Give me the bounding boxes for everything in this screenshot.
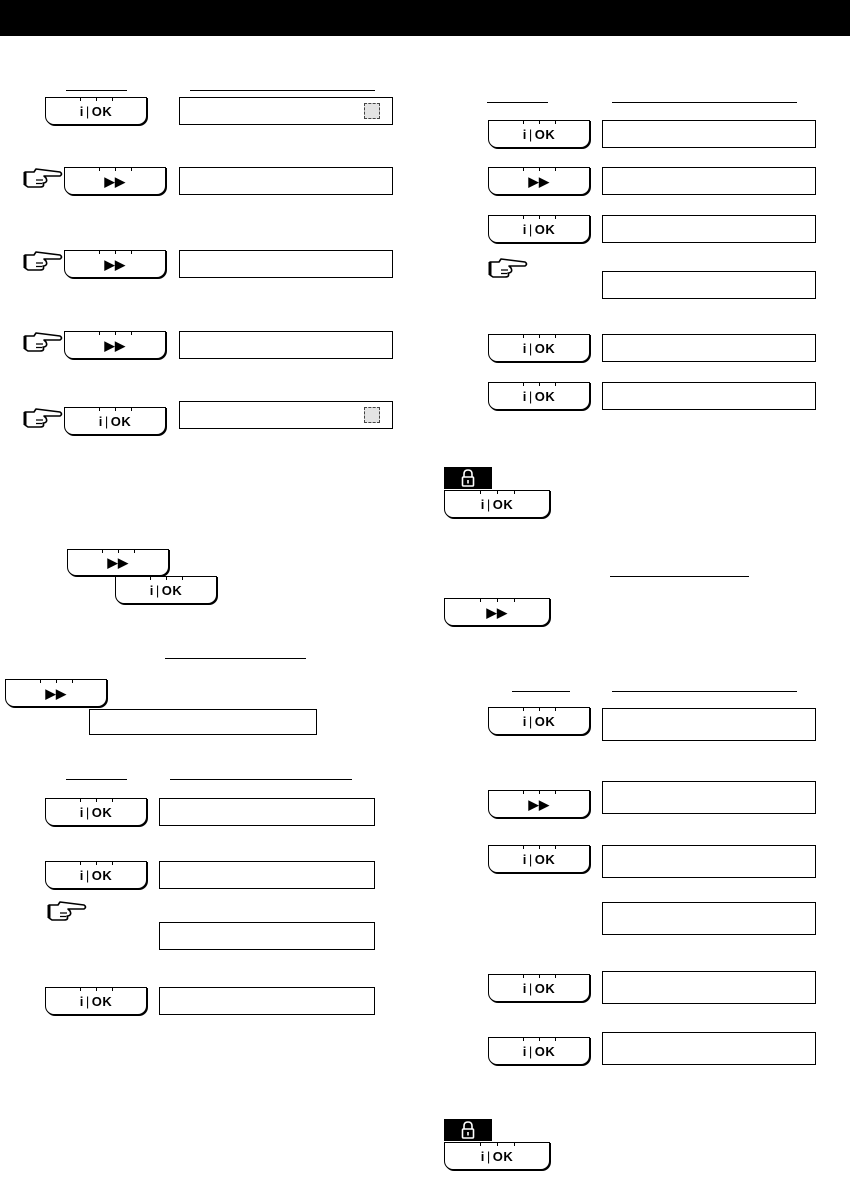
ok-button[interactable]: i | OK: [45, 97, 147, 125]
lcd-display: [602, 708, 816, 741]
padlock-icon: [444, 1119, 492, 1141]
info-icon: i: [522, 1043, 527, 1059]
info-icon: i: [480, 496, 485, 512]
ok-button[interactable]: i | OK: [444, 1142, 550, 1170]
ok-button[interactable]: i | OK: [488, 974, 590, 1002]
column-header-underline: [170, 779, 352, 780]
padlock-icon: [444, 467, 492, 489]
next-button[interactable]: [64, 331, 166, 359]
ok-button[interactable]: i | OK: [444, 490, 550, 518]
column-header-underline: [66, 779, 127, 780]
lcd-display: [602, 971, 816, 1004]
pointing-hand-icon: [22, 166, 64, 190]
lcd-display: [159, 861, 375, 889]
pointing-hand-icon: [22, 249, 64, 273]
ok-button[interactable]: i | OK: [45, 861, 147, 889]
next-button[interactable]: [5, 679, 107, 707]
ok-button[interactable]: i | OK: [488, 215, 590, 243]
next-button[interactable]: [64, 250, 166, 278]
column-header-underline: [487, 102, 548, 103]
lcd-display: [602, 1032, 816, 1065]
section-underline: [165, 658, 306, 659]
lcd-display: [89, 709, 317, 735]
pointing-hand-icon: [487, 256, 529, 280]
lcd-display: [602, 120, 816, 148]
ok-button[interactable]: i | OK: [488, 845, 590, 873]
column-header-underline: [612, 691, 797, 692]
next-button[interactable]: [488, 167, 590, 195]
ok-button[interactable]: i | OK: [488, 120, 590, 148]
fast-forward-icon: ▶▶: [104, 173, 126, 189]
info-icon: i: [522, 713, 527, 729]
info-icon: i: [522, 980, 527, 996]
section-underline: [610, 576, 749, 577]
pointing-hand-icon: [22, 406, 64, 430]
pointing-hand-icon: [46, 899, 88, 923]
ok-button[interactable]: i | OK: [488, 382, 590, 410]
ok-button[interactable]: i | OK: [488, 1037, 590, 1065]
cursor-block: [364, 407, 380, 423]
lcd-display: [179, 250, 393, 278]
lcd-display: [159, 922, 375, 950]
ok-button[interactable]: i | OK: [45, 798, 147, 826]
info-icon: i: [79, 804, 84, 820]
ok-button[interactable]: i | OK: [64, 407, 166, 435]
info-icon: i: [98, 413, 103, 429]
lcd-display: [602, 215, 816, 243]
column-header-underline: [612, 102, 797, 103]
info-icon: i: [149, 582, 154, 598]
pointing-hand-icon: [22, 330, 64, 354]
next-button[interactable]: [488, 790, 590, 818]
lcd-display: [602, 845, 816, 878]
lcd-display: [602, 271, 816, 299]
info-icon: i: [522, 851, 527, 867]
lcd-display: [602, 167, 816, 195]
fast-forward-icon: ▶▶: [45, 685, 67, 701]
info-icon: i: [480, 1148, 485, 1164]
fast-forward-icon: ▶▶: [528, 796, 550, 812]
ok-button[interactable]: i | OK: [488, 707, 590, 735]
info-icon: i: [79, 103, 84, 119]
lcd-display: [179, 97, 393, 125]
fast-forward-icon: ▶▶: [104, 256, 126, 272]
info-icon: i: [522, 340, 527, 356]
fast-forward-icon: ▶▶: [528, 173, 550, 189]
column-header-underline: [512, 691, 570, 692]
lcd-display: [179, 167, 393, 195]
fast-forward-icon: ▶▶: [486, 604, 508, 620]
next-button[interactable]: [64, 167, 166, 195]
ok-button[interactable]: i | OK: [115, 576, 217, 604]
fast-forward-icon: ▶▶: [104, 337, 126, 353]
lcd-display: [602, 382, 816, 410]
info-icon: i: [522, 221, 527, 237]
header-bar: [0, 0, 850, 36]
fast-forward-icon: ▶▶: [107, 555, 129, 570]
info-icon: i: [79, 993, 84, 1009]
info-icon: i: [522, 388, 527, 404]
lcd-display: [159, 798, 375, 826]
lcd-display: [602, 902, 816, 935]
ok-button[interactable]: i | OK: [488, 334, 590, 362]
ok-button[interactable]: i | OK: [45, 987, 147, 1015]
info-icon: i: [79, 867, 84, 883]
column-header-underline: [190, 90, 375, 91]
next-button[interactable]: [67, 549, 169, 576]
lcd-display: [179, 331, 393, 359]
column-header-underline: [66, 90, 127, 91]
cursor-block: [364, 103, 380, 119]
lcd-display: [159, 987, 375, 1015]
lcd-display: [602, 334, 816, 362]
info-icon: i: [522, 126, 527, 142]
lcd-display: [179, 401, 393, 429]
next-button[interactable]: [444, 598, 550, 626]
lcd-display: [602, 781, 816, 814]
